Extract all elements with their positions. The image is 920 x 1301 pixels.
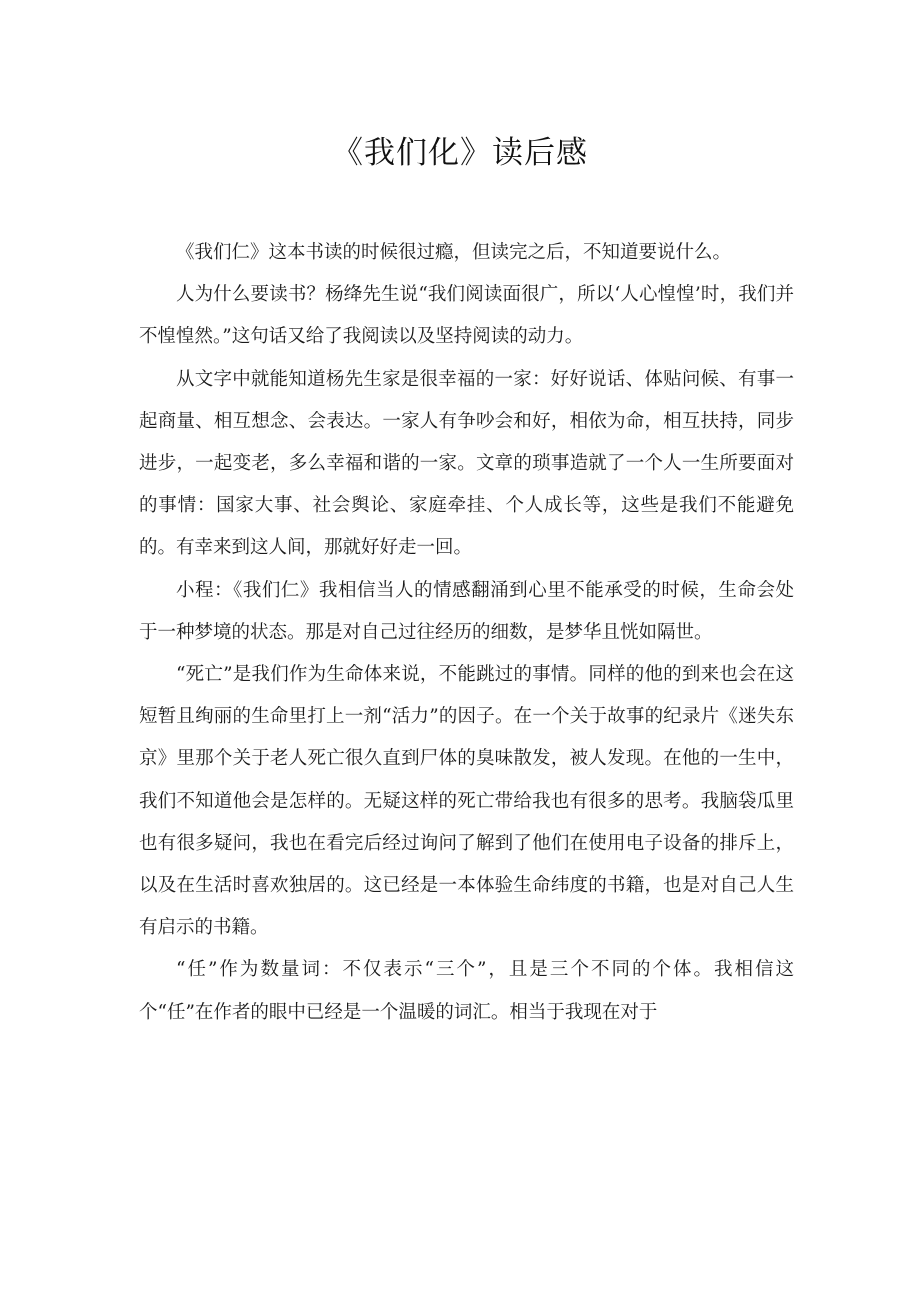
paragraph-1: 《我们仁》这本书读的时候很过瘾，但读完之后，不知道要说什么。 xyxy=(176,242,732,263)
document-body xyxy=(139,232,794,1034)
document-title: 《我们化》读后感 xyxy=(332,135,588,171)
paragraph-2: 人为什么要读书？杨绛先生说“我们阅读面很广，所以‘人心惶惶’时，我们并不惶惶然。”这句话又给了我阅读以及坚持阅读的动力。 xyxy=(139,284,794,348)
paragraph-6: “任”作为数量词：不仅表示“三个”，且是三个不同的个体。我相信这个“任”在作者的眼中已经是一个温暖的词汇。相当于我现在对于 xyxy=(139,959,794,1023)
paragraph-4: 小程：《我们仁》我相信当人的情感翻涌到心里不能承受的时候，生命会处于一种梦境的状态。那是对自己过往经历的细数，是梦华且恍如隔世。 xyxy=(139,579,794,643)
paragraph-5: “死亡”是我们作为生命体来说，不能跳过的事情。同样的他的到来也会在这短暂且绚丽的生命里打上一剂“活力”的因子。在一个关于故事的纪录片《迷失东京》里那个关于老人死亡很久直到尸体的臭味散发，被人发现。在他的一生中，我们不知道他会是怎样的。无疑这样的死亡带给我也有很多的思考。我脑袋瓜里也有很多疑问，我也在看完后经过询问了解到了他们在使用电子设备的排斥上，以及在生活时喜欢独居的。这已经是一本体验生命纬度的书籍，也是对自己人生有启示的书籍。 xyxy=(139,664,794,939)
paragraph-3: 从文字中就能知道杨先生家是很幸福的一家：好好说话、体贴问候、有事一起商量、相互想念、会表达。一家人有争吵会和好，相依为命，相互扶持，同步进步，一起变老，多么幸福和谐的一家。文章的琐事造就了一个人一生所要面对的事情：国家大事、社会舆论、家庭牵挂、个人成长等，这些是我们不能避免的。有幸来到这人间，那就好好走一回。 xyxy=(139,368,794,559)
